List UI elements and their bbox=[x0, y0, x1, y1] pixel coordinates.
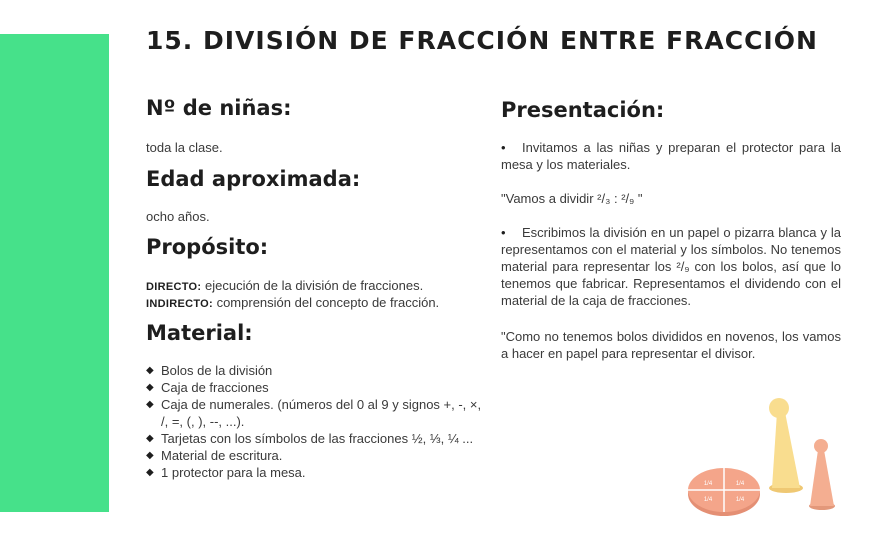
material-heading: Material: bbox=[146, 321, 253, 345]
edad-text: ocho años. bbox=[146, 209, 210, 224]
presentacion-paragraph-2: "Vamos a dividir ²/₃ : ²/₉ " bbox=[501, 191, 643, 206]
presentacion-paragraph-4: "Como no tenemos bolos divididos en novenos, los vamos a hacer en papel para representar el divisor. bbox=[501, 329, 841, 361]
fraction-materials-illustration bbox=[684, 394, 844, 520]
diamond-bullet-icon: ◆ bbox=[146, 467, 154, 478]
indirecto-label: INDIRECTO: bbox=[146, 298, 213, 310]
directo-label: DIRECTO: bbox=[146, 281, 202, 293]
list-item: ◆ Tarjetas con los símbolos de las fracciones ½, ⅓, ¼ ... bbox=[146, 431, 474, 446]
svg-text:1/4: 1/4 bbox=[735, 481, 745, 487]
large-cone-skittle-icon bbox=[769, 398, 803, 493]
diamond-bullet-icon: ◆ bbox=[146, 450, 154, 461]
svg-text:1/4: 1/4 bbox=[703, 497, 713, 503]
small-cone-skittle-icon bbox=[809, 439, 835, 510]
list-item: ◆ Material de escritura. bbox=[146, 448, 283, 463]
list-item: ◆ Bolos de la división bbox=[146, 363, 273, 378]
green-sidebar-bar bbox=[0, 34, 109, 512]
diamond-bullet-icon: ◆ bbox=[146, 433, 154, 444]
list-item: ◆ Caja de numerales. (números del 0 al 9 y signos +, -, ×, /, =, (, ), --, ...). bbox=[146, 397, 482, 429]
diamond-bullet-icon: ◆ bbox=[146, 365, 154, 376]
edad-heading: Edad aproximada: bbox=[146, 167, 361, 191]
list-item: ◆ Caja de fracciones bbox=[146, 380, 269, 395]
page-title: 15. DIVISIÓN DE FRACCIÓN ENTRE FRACCIÓN bbox=[146, 26, 818, 55]
fraction-pie-icon bbox=[688, 468, 760, 516]
svg-text:1/4: 1/4 bbox=[735, 497, 745, 503]
ninas-heading: Nº de niñas: bbox=[146, 96, 292, 120]
material-list bbox=[146, 362, 491, 481]
diamond-bullet-icon: ◆ bbox=[146, 382, 154, 393]
proposito-heading: Propósito: bbox=[146, 235, 269, 259]
dot-bullet-icon: • bbox=[501, 225, 506, 240]
indirecto-text: comprensión del concepto de fracción. bbox=[212, 295, 440, 310]
ninas-text: toda la clase. bbox=[146, 140, 223, 155]
diamond-bullet-icon: ◆ bbox=[146, 399, 154, 410]
presentacion-heading: Presentación: bbox=[501, 98, 665, 122]
presentacion-paragraph-3: • Escribimos la división en un papel o pizarra blanca y la representamos con el material y los símbolos. No tenemos material para representar los ²/₉ con los bolos, así que lo tenemos que fabricar. Representamos el dividendo con el material de la caja de fracciones. bbox=[501, 225, 841, 308]
list-item: ◆ 1 protector para la mesa. bbox=[146, 465, 306, 480]
presentacion-paragraph-1: • Invitamos a las niñas y preparan el protector para la mesa y los materiales. bbox=[501, 140, 841, 172]
directo-text: ejecución de la división de fracciones. bbox=[201, 278, 424, 293]
proposito-indirecto bbox=[146, 294, 439, 313]
svg-text:1/4: 1/4 bbox=[703, 481, 713, 487]
dot-bullet-icon: • bbox=[501, 140, 506, 155]
